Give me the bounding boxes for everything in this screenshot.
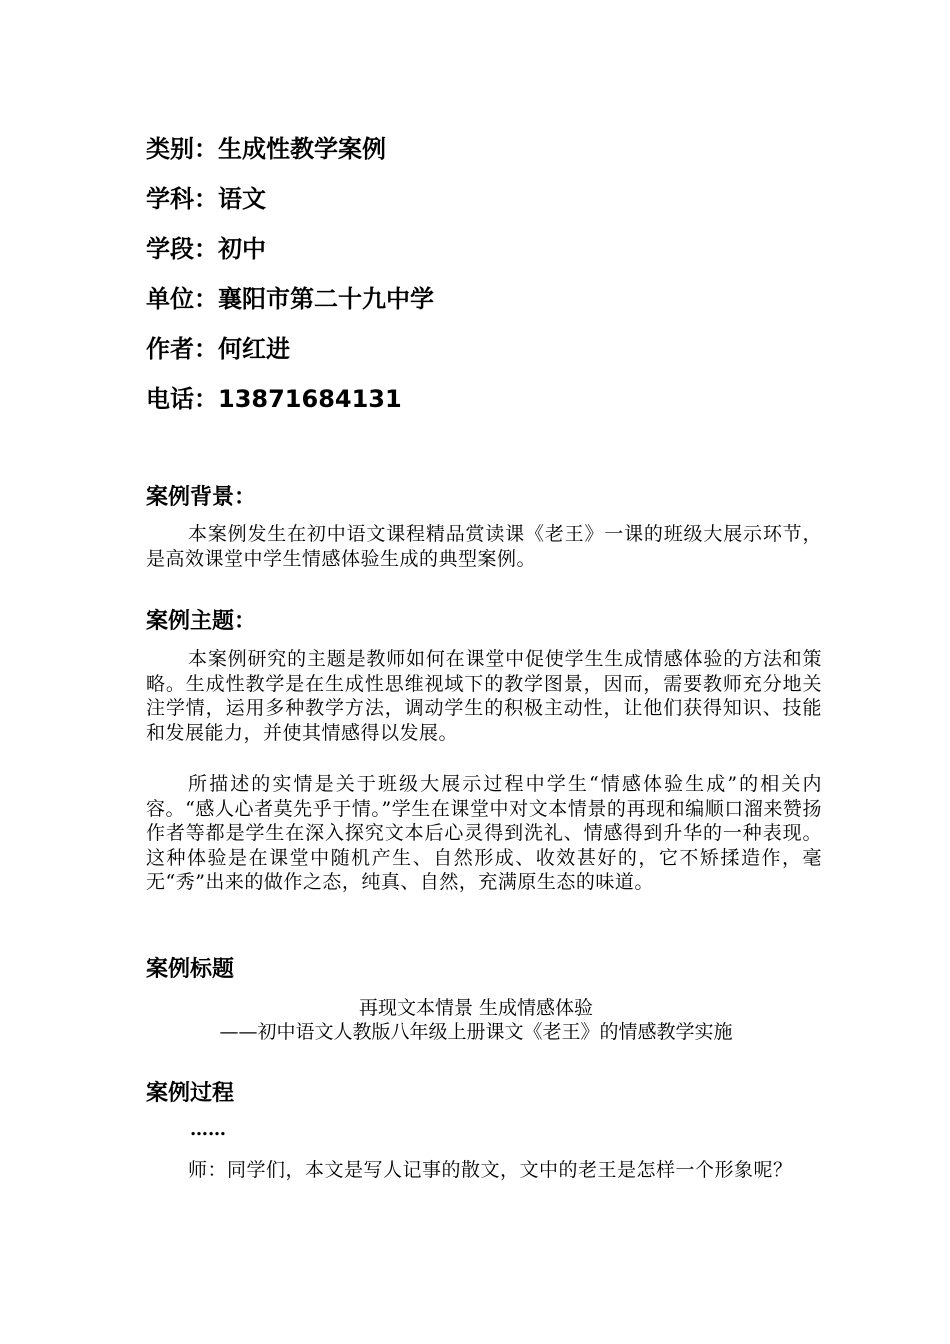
process-heading: 案例过程 <box>146 1081 235 1106</box>
meta-author: 作者：何红进 <box>146 335 290 363</box>
case-sub-title: ——初中语文人教版八年级上册课文《老王》的情感教学实施 <box>219 1021 733 1043</box>
meta-subject: 学科：语文 <box>146 185 266 213</box>
theme-paragraph-2: 所描述的实情是关于班级大展示过程中学生“情感体验生成”的相关内容。“感人心者莫先乎于情。”学生在课堂中对文本情景的再现和编顺口溜来赞扬作者等都是学生在深入探究文本后心灵得到洗礼、情感得到升华的一种表现。这种体验是在课堂中随机产生、自然形成、收效甚好的，它不矫揉造作，毫无“秀”出来的做作之态，纯真、自然，充满原生态的味道。 <box>146 773 822 893</box>
theme-heading: 案例主题： <box>146 609 257 634</box>
case-main-title: 再现文本情景 生成情感体验 <box>358 997 594 1019</box>
meta-phone: 电话：13871684131 <box>146 385 402 413</box>
theme-paragraph-1: 本案例研究的主题是教师如何在课堂中促使学生生成情感体验的方法和策略。生成性教学是在生成性思维视域下的教学图景，因而，需要教师充分地关注学情，运用多种教学方法，调动学生的积极主动性，让他们获得知识、技能和发展能力，并使其情感得以发展。 <box>146 648 822 744</box>
process-dialog: 师：同学们，本文是写人记事的散文，文中的老王是怎样一个形象呢？ <box>188 1159 793 1181</box>
meta-stage: 学段：初中 <box>146 235 266 263</box>
background-heading: 案例背景： <box>146 485 257 510</box>
background-text: 本案例发生在初中语文课程精品赏读课《老王》一课的班级大展示环节，是高效课堂中学生情感体验生成的典型案例。 <box>146 523 822 570</box>
title-heading: 案例标题 <box>146 957 235 982</box>
process-ellipsis: …… <box>190 1119 226 1140</box>
meta-category: 类别：生成性教学案例 <box>146 135 386 163</box>
meta-unit: 单位：襄阳市第二十九中学 <box>146 285 434 313</box>
